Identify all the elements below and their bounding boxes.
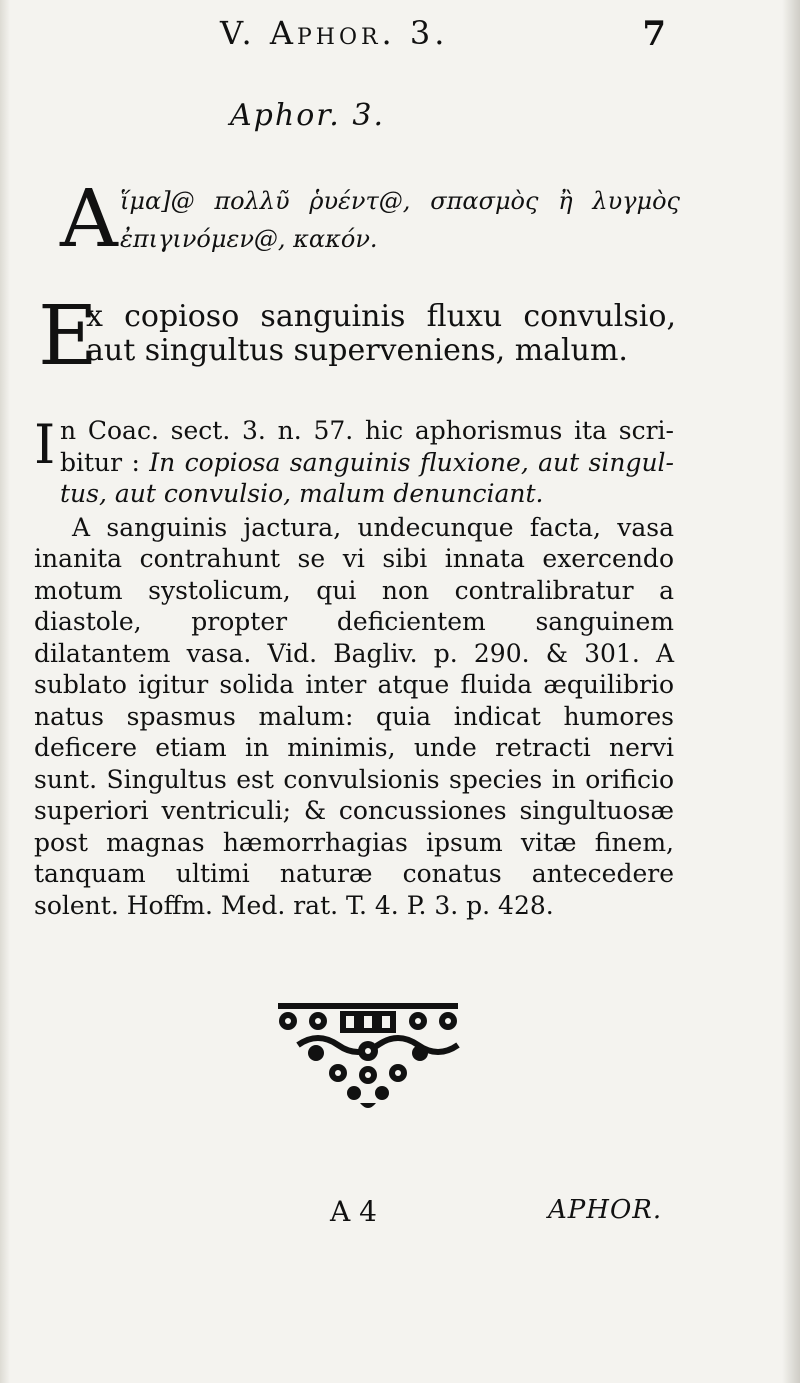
page-gutter-shadow [0, 0, 10, 1383]
running-head: V. Aphor. 3. [220, 14, 449, 52]
page-number: 7 [642, 14, 670, 54]
commentary-paragraph-2: A sanguinis jactura, undecunque facta, vasa inanita contrahunt se vi sibi innata exercendo motum systolicum, qui non contralibratur a diastole, propter deficientem sanguinem dilatantem vasa. Vid. Bagliv. p. 290. & 301. A sublato igitur solida inter atque fluida æquilibrio natus spasmus malum: quia indicat humores deficere etiam in minimis, unde retracti nervi sunt. Singultus est convulsionis species in orificio superiori ventriculi; & concussiones singultuosæ post magnas hæmorrhagias ipsum vitæ finem, tanquam ultimi naturæ conatus antecedere solent. Hoffm. Med. rat. T. 4. P. 3. p. 428. [34, 512, 674, 920]
greek-line-1: ἵμα]@ πολλῦ ῥυέντ@, σπασμὸς ἢ λυγμὸς [120, 187, 680, 215]
latin-aphorism [38, 289, 678, 384]
page-edge-shadow [782, 0, 800, 1383]
commentary-intro: bitur : [60, 447, 150, 477]
printers-ornament [268, 995, 468, 1115]
greek-line-2: ἐπιγινόμεν@, κακόν. [120, 225, 378, 253]
greek-drop-initial: A [60, 172, 118, 265]
running-header [220, 14, 670, 54]
coac-quotation: In copiosa sanguinis fluxione, aut singul- tus, aut convulsio, malum denunciant. [60, 447, 675, 508]
latin-drop-initial: E [38, 289, 98, 384]
latin-line-2: aut singultus superveniens, malum. [86, 333, 628, 368]
greek-aphorism [60, 172, 680, 270]
page-footer [0, 1195, 800, 1231]
signature-mark: A 4 [330, 1195, 377, 1228]
aphorism-title: Aphor. 3. [230, 98, 385, 133]
commentary-paragraph-1 [34, 415, 674, 510]
commentary [34, 415, 674, 921]
commentary-drop-initial: I [34, 413, 56, 476]
catchword: APHOR. [548, 1195, 663, 1225]
commentary-first-line: n Coac. sect. 3. n. 57. hic aphorismus ita scri- [60, 416, 674, 445]
latin-line-1: x copioso sanguinis fluxu convulsio, [86, 299, 676, 334]
